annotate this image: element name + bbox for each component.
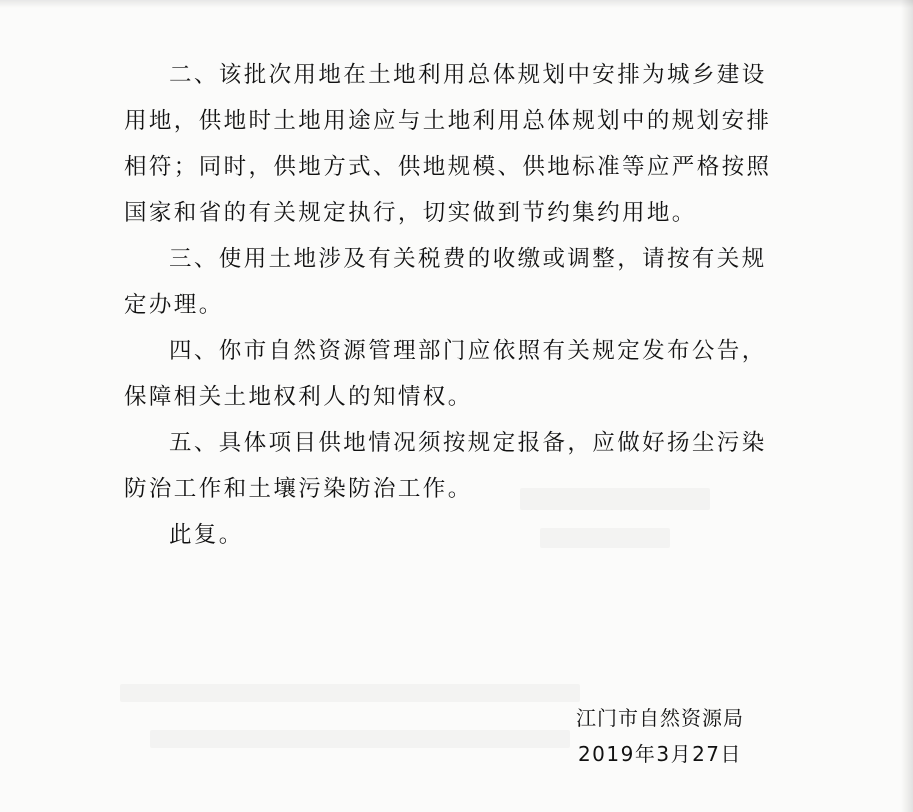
scan-top-shadow <box>0 0 913 8</box>
paragraph-taxes-fees: 三、使用土地涉及有关税费的收缴或调整，请按有关规定办理。 <box>124 246 767 318</box>
show-through-mark <box>150 730 570 748</box>
signature-block <box>540 700 780 772</box>
show-through-mark <box>120 684 580 702</box>
paragraph-public-notice: 四、你市自然资源管理部门应依照有关规定发布公告，保障相关土地权利人的知情权。 <box>124 338 767 410</box>
paragraph-reporting-pollution: 五、具体项目供地情况须按规定报备，应做好扬尘污染防治工作和土壤污染防治工作。 <box>124 430 767 502</box>
letter-body <box>124 52 789 558</box>
scan-edge-shadow <box>901 0 913 812</box>
paragraph-land-use-planning: 二、该批次用地在土地利用总体规划中安排为城乡建设用地，供地时土地用途应与土地利用总体规划中的规划安排相符；同时，供地方式、供地规模、供地标准等应严格按照国家和省的有关规定执行，切实做到节约集约用地。 <box>124 62 772 226</box>
issue-date: 2019年3月27日 <box>577 742 743 766</box>
issuing-organization: 江门市自然资源局 <box>576 706 744 730</box>
paragraph-closing: 此复。 <box>169 522 244 548</box>
